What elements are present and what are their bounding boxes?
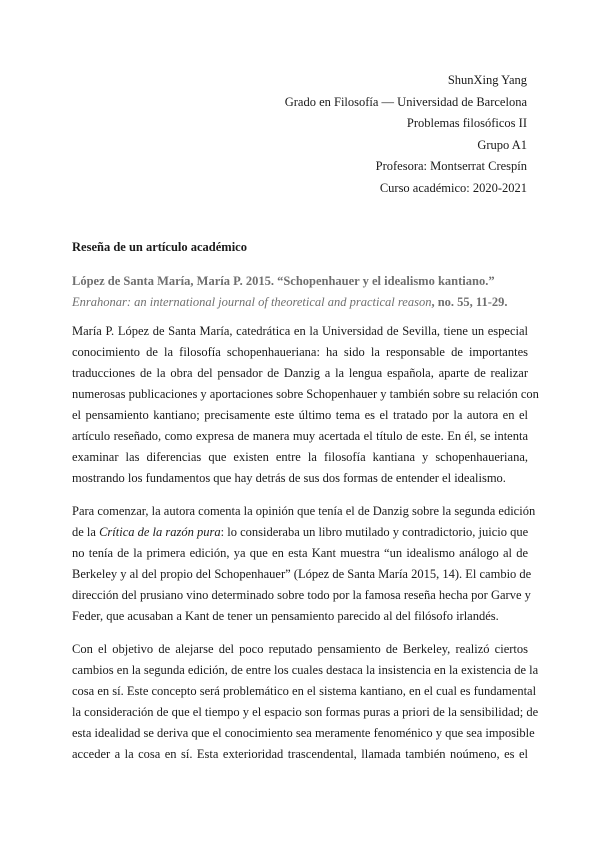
paragraph-3 — [72, 639, 539, 765]
paragraph-1 — [72, 321, 539, 489]
paragraph-2 — [72, 501, 536, 627]
paragraph-line: numerosas publicaciones y aportaciones sobre Schopenhauer y también sobre su relación con — [72, 387, 539, 401]
paragraph-line: Feder, que acusaban a Kant de tener un pensamiento parecido al del filósofo irlandés. — [72, 609, 499, 623]
line-prefix: de la — [72, 525, 100, 539]
citation-line-1: López de Santa María, María P. 2015. “Schopenhauer y el idealismo kantiano.” — [72, 274, 495, 288]
degree-line: Grado en Filosofía — Universidad de Barcelona — [284, 94, 527, 109]
paragraph-line: acceder a la cosa en sí. Esta exterioridad trascendental, llamada también noúmeno, es el — [72, 747, 528, 761]
professor-line: Profesora: Montserrat Crespín — [375, 159, 527, 173]
author-name: ShunXing Yang — [447, 73, 527, 87]
paragraph-line: esta idealidad se deriva que el conocimiento sea meramente fenoménico y que sea imposible — [72, 726, 535, 740]
paragraph-line: Para comenzar, la autora comenta la opinión que tenía el de Danzig sobre la segunda edición — [72, 504, 536, 518]
citation-journal: Enrahonar: an international journal of theoretical and practical reason — [72, 295, 432, 309]
citation-issue: , no. 55, 11-29. — [431, 295, 508, 309]
paragraph-line — [72, 522, 528, 543]
paragraph-line: Berkeley y al del propio del Schopenhauer” (López de Santa María 2015, 14). El cambio de — [72, 567, 532, 581]
paragraph-line: conocimiento de la filosofía schopenhaueriana: ha sido la responsable de importantes — [72, 345, 528, 359]
paragraph-line: cosa en sí. Este concepto será problemático en el sistema kantiano, en el cual es fundamental — [72, 684, 537, 698]
group-line: Grupo A1 — [477, 137, 527, 152]
review-title: Reseña de un artículo académico — [72, 240, 247, 254]
citation-line-2 — [72, 292, 532, 313]
document-header — [285, 70, 527, 199]
paragraph-line: Con el objetivo de alejarse del poco reputado pensamiento de Berkeley, realizó ciertos — [72, 642, 528, 656]
paragraph-line: dirección del prusiano vino determinado sobre todo por la famosa reseña hecha por Garve y — [72, 588, 531, 602]
academic-year-line: Curso académico: 2020-2021 — [379, 180, 527, 195]
paragraph-line: la consideración de que el tiempo y el espacio son formas puras a priori de la sensibilidad; de — [72, 705, 539, 719]
paragraph-line: artículo reseñado, como expresa de manera muy acertada el título de este. En él, se intenta — [72, 429, 528, 443]
book-title-italic: Crítica de la razón pura — [99, 525, 221, 539]
paragraph-line: mostrando los fundamentos que hay detrás de sus dos formas de entender el idealismo. — [72, 471, 506, 485]
paragraph-line: traducciones de la obra del pensador de Danzig a la lengua española, aparte de realizar — [72, 366, 528, 380]
paragraph-line: cambios en la segunda edición, de entre los cuales destaca la insistencia en la existencia de la — [72, 663, 539, 677]
line-suffix: : lo consideraba un libro mutilado y contradictorio, juicio que — [220, 525, 529, 539]
paragraph-line: examinar las diferencias que existen entre la filosofía kantiana y schopenhaueriana, — [72, 450, 528, 464]
paragraph-line: el pensamiento kantiano; precisamente este último tema es el tratado por la autora en el — [72, 408, 528, 422]
review-body — [72, 321, 539, 777]
paragraph-line: María P. López de Santa María, catedrática en la Universidad de Sevilla, tiene un especial — [72, 324, 528, 338]
paragraph-line: no tenía de la primera edición, ya que en esta Kant muestra “un idealismo análogo al de — [72, 546, 528, 560]
course-line: Problemas filosóficos II — [406, 116, 527, 130]
article-citation — [72, 271, 532, 313]
